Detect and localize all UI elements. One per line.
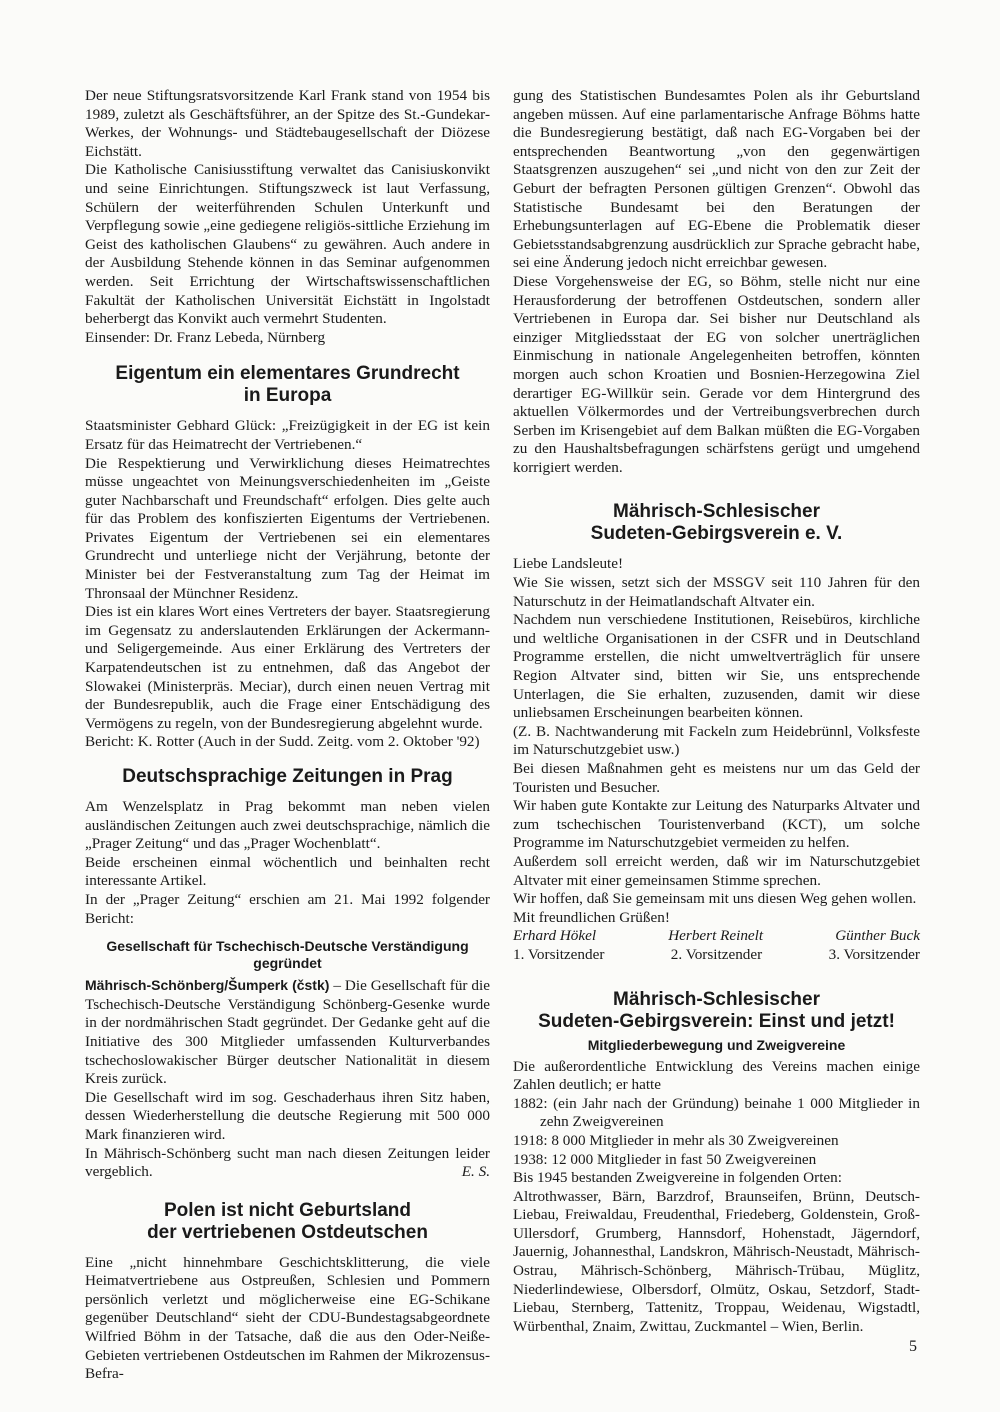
gesellschaft-paragraph: Die Gesellschaft wird im sog. Geschaderhaus ihren Sitz haben, dessen Wiederherstellung die deutsche Regierung mit 500 000 Mark finanzieren wird.	[85, 1088, 490, 1143]
page-number: 5	[909, 1338, 917, 1355]
verein-greeting: Mit freundlichen Grüßen!	[513, 908, 670, 926]
signer-name: Günther Buck	[835, 927, 920, 945]
gesellschaft-heading	[85, 938, 490, 972]
places-list: Altrothwasser, Bärn, Barzdrof, Braunseifen, Brünn, Deutsch-Liebau, Freiwaldau, Freudenthal, Friedeberg, Goldenstein, Groß-Ullersdorf, Grumberg, Hannsdorf, Hohenstadt, Jägerndorf, Jauernig, Johannesthal, Landskron, Mährisch-Neustadt, Mährisch-Ostrau, Mährisch-Schönberg, Mährisch-Trübau, Müglitz, Niederlindewiese, Olbersdorf, Olmütz, Oskau, Setzdorf, Stadt-Liebau, Sternberg, Tattenitz, Troppau, Weidenau, Wigstadtl, Würbenthal, Znaim, Zwittau, Zuckmantel – Wien, Berlin.	[513, 1187, 920, 1335]
eigentum-paragraph: Dies ist ein klares Wort eines Vertreters der bayer. Staatsregierung im Gegensatz zu anderslautenden Erklärungen der Ackermann- und Seligergemeinde. Aus einer Erklärung des Vertreters der Karpatendeutschen ist zu entnehmen, daß das Angebot der Slowakei (Ministerpräs. Meciar), durch einen neuen Vertrag mit der Bundesrepublik, auch die Frage einer Entschädigung des Vermögens zu regeln, von der Bundesregierung abgelehnt wurde.	[85, 603, 490, 732]
signer-role: 1. Vorsitzender	[513, 945, 605, 963]
eigentum-paragraph: Staatsminister Gebhard Glück: „Freizügigkeit in der EG ist kein Ersatz für das Heimatrecht der Vertriebenen.“	[85, 417, 490, 453]
gesellschaft-paragraph	[85, 1145, 490, 1182]
eigentum-heading-line2: in Europa	[243, 385, 332, 407]
signature-roles	[513, 946, 920, 965]
einst-heading-line1: Mährisch-Schlesischer	[613, 988, 820, 1010]
zeitungen-paragraph: Beide erscheinen einmal wöchentlich und beinhalten recht interessante Artikel.	[85, 853, 490, 890]
einst-heading	[513, 989, 920, 1033]
verein-paragraph: Wie Sie wissen, setzt sich der MSSGV seit 110 Jahren für den Naturschutz in der Heimatlandschaft Altvater ein.	[513, 574, 920, 610]
left-column	[85, 87, 490, 1384]
verein-heading-line2: Sudeten-Gebirgsverein e. V.	[590, 523, 843, 545]
gesellschaft-lead: Mährisch-Schönberg/Šumperk (čstk)	[85, 977, 330, 994]
verein-paragraph: Außerdem soll erreicht werden, daß wir im Naturschutzgebiet Altvater mit einer gemeinsamen Stimme sprechen.	[513, 852, 920, 889]
eigentum-heading-line1: Eigentum ein elementares Grundrecht	[115, 363, 460, 385]
polen-heading	[85, 1200, 490, 1244]
gesellschaft-heading-line2: gegründet	[253, 955, 322, 972]
eigentum-report: Bericht: K. Rotter (Auch in der Sudd. Zeitg. vom 2. Oktober '92)	[85, 733, 480, 751]
signer-name: Herbert Reinelt	[668, 927, 764, 945]
signer-name: Erhard Hökel	[513, 927, 597, 945]
einst-paragraph: Die außerordentliche Entwicklung des Vereins machen einige Zahlen deutlich; er hatte	[513, 1057, 920, 1094]
zeitungen-paragraph: Am Wenzelsplatz in Prag bekommt man neben vielen ausländischen Zeitungen auch zwei deutschsprachige, nämlich die „Prager Zeitung“ und das „Prager Wochenblatt“.	[85, 798, 490, 853]
verein-heading-line1: Mährisch-Schlesischer	[613, 501, 820, 523]
eigentum-paragraph: Die Respektierung und Verwirklichung dieses Heimatrechtes müsse ungeachtet von Meinungsverschiedenheiten im „Geiste guter Nachbarschaft und Freundschaft“ erfolgen. Dies gelte auch für das Problem des konfiszierten Eigentums der Vertriebenen. Privates Eigentum der Vertriebenen sei ein elementares Grundrecht und unterliege nicht der Verjährung, betonte der Minister bei der Festveranstaltung zum Tag der Heimat im Thronsaal der Münchner Residenz.	[85, 454, 490, 602]
gesellschaft-paragraph	[85, 976, 490, 1089]
gesellschaft-heading-line1: Gesellschaft für Tschechisch-Deutsche Verständigung	[106, 938, 469, 955]
membership-entry: 1918: 8 000 Mitglieder in mehr als 30 Zweigvereinen	[513, 1131, 839, 1149]
right-column	[513, 87, 920, 1336]
einst-paragraph: Bis 1945 bestanden Zweigvereine in folgenden Orten:	[513, 1169, 842, 1187]
gesellschaft-lead-text: – Die Gesellschaft für die Tschechisch-Deutsche Verständigung Schönberg-Gesenke wurde in der nordmährischen Stadt gegründet. Der Gedanke geht auf die Initiative des 300 Mitglieder umfassenden Kulturverbandes tschechoslowakischer Bürger deutscher Nationalität in diesem Kreis zurück.	[85, 977, 490, 1088]
intro-sender: Einsender: Dr. Franz Lebeda, Nürnberg	[85, 328, 326, 346]
polen-heading-line1: Polen ist nicht Geburtsland	[163, 1199, 412, 1221]
polen-heading-line2: der vertriebenen Ostdeutschen	[147, 1221, 428, 1243]
verein-paragraph: Nachdem nun verschiedene Institutionen, Reisebüros, kirchliche und weltliche Organisationen in der CSFR und in Deutschland Programme erstellen, die nicht umweltverträglich für unsere Region Altvater sind, bitten wir Sie, uns entsprechende Unterlagen, die Sie erhalten, zuzusenden, damit wir diese unliebsamen Erscheinungen bearbeiten können.	[513, 611, 920, 722]
verein-paragraph: Wir haben gute Kontakte zur Leitung des Naturparks Altvater und zum tschechischen Touristenverband (KCT), um solche Programme im Naturschutzgebiet vermeiden zu helfen.	[513, 797, 920, 852]
verein-paragraph: (Z. B. Nachtwanderung mit Fackeln zum Heidebrünnl, Volksfeste im Naturschutzgebiet usw.)	[513, 722, 920, 759]
intro-paragraph: Der neue Stiftungsratsvorsitzende Karl Frank stand von 1954 bis 1989, zuletzt als Geschäftsführer, an der Spitze des St.-Gundekar-Werkes, der Wohnungs- und Städtebaugesellschaft der Diözese Eichstätt.	[85, 87, 490, 160]
polen-continued-paragraph: Diese Vorgehensweise der EG, so Böhm, stelle nicht nur eine Herausforderung der betroffenen Ostdeutschen, sondern aller Vertriebenen in Europa dar. Sei bisher nur Deutschland als einziger Mitgliedsstaat der EG von solcher unerträglichen Einmischung in nationale Angelegenheiten betroffen, könnten morgen auch schon Kroatien und Bosnien-Herzegowina Ziel derartiger EG-Willkür sein. Gerade vor dem Hintergrund des aktuellen Völkermordes und der Vertreibungsverbrechen durch Serben im Krisengebiet auf dem Balkan müßten die EG-Vorgaben zu den Haushaltsbefragungen schärfstens gerügt und umgehend korrigiert werden.	[513, 272, 920, 476]
zeitungen-heading-line: Deutschsprachige Zeitungen in Prag	[122, 766, 453, 787]
membership-entry: 1882: (ein Jahr nach der Gründung) beinahe 1 000 Mitglieder in zehn Zweigvereinen	[513, 1094, 920, 1131]
zeitungen-heading	[85, 766, 490, 788]
gesellschaft-closing: In Mährisch-Schönberg sucht man nach diesen Zeitungen leider vergeblich.	[85, 1144, 490, 1181]
signer-role: 3. Vorsitzender	[828, 945, 920, 963]
einst-subheading: Mitgliederbewegung und Zweigvereine	[587, 1036, 846, 1053]
signer-role: 2. Vorsitzender	[670, 945, 763, 963]
verein-paragraph: Wir hoffen, daß Sie gemeinsam mit uns diesen Weg gehen wollen.	[513, 890, 917, 908]
eigentum-heading	[85, 363, 490, 407]
author-initials: E. S.	[461, 1163, 490, 1181]
verein-heading	[513, 501, 920, 545]
intro-paragraph: Die Katholische Canisiusstiftung verwaltet das Canisiuskonvikt und seine Einrichtungen. Stiftungszweck ist laut Verfassung, Schülern der weiterführenden Schulen Unterkunft und Verpflegung sowie „eine gediegene religiös-sittliche Erziehung im Geist des katholischen Glaubens“ zu gewähren. Auch andere in der Ausbildung Stehende können in das Seminar aufgenommen werden. Seit Errichtung der Wirtschaftswissenschaftlichen Fakultät der Katholischen Universität Eichstätt in Ingolstadt beherbergt das Konvikt auch vermehrt Studenten.	[85, 161, 490, 328]
polen-paragraph: Eine „nicht hinnehmbare Geschichtsklitterung, die viele Heimatvertriebene aus Ostpreußen, Schlesien und Pommern persönlich verletzt und möglicherweise eine EG-Schikane gegenüber Deutschland“ sieht der CDU-Bundestagsabgeordnete Wilfried Böhm in der Tatsache, daß die aus den Oder-Neiße-Gebieten vertriebenen Ostdeutschen im Rahmen der Mikrozensus-Befra-	[85, 1253, 490, 1383]
einst-heading-line2: Sudeten-Gebirgsverein: Einst und jetzt!	[538, 1010, 895, 1032]
membership-entry: 1938: 12 000 Mitglieder in fast 50 Zweigvereinen	[513, 1150, 817, 1168]
polen-continued-paragraph: gung des Statistischen Bundesamtes Polen als ihr Geburtsland angeben müssen. Auf eine parlamentarische Anfrage Böhms hatte die Bundesregierung bestätigt, daß nach EG-Vorgaben bei der entsprechenden Beantwortung „von den gegenwärtigen Staatsgrenzen auszugehen“ sei „und nicht von den zur Zeit der Geburt der befragten Personen gültigen Grenzen“. Obwohl das Statistische Bundesamt bei den Beratungen der Erhebungsunterlagen auf EG-Ebene die Problematik dieser Gebietsstandsabgrenzung ausdrücklich zur Sprache gebracht habe, sei eine Änderung jedoch nicht erreichbar gewesen.	[513, 87, 920, 272]
signature-names	[513, 927, 920, 946]
verein-paragraph: Liebe Landsleute!	[513, 555, 624, 573]
zeitungen-paragraph: In der „Prager Zeitung“ erschien am 21. Mai 1992 folgender Bericht:	[85, 890, 490, 927]
verein-paragraph: Bei diesen Maßnahmen geht es meistens nur um das Geld der Touristen und Besucher.	[513, 760, 920, 796]
